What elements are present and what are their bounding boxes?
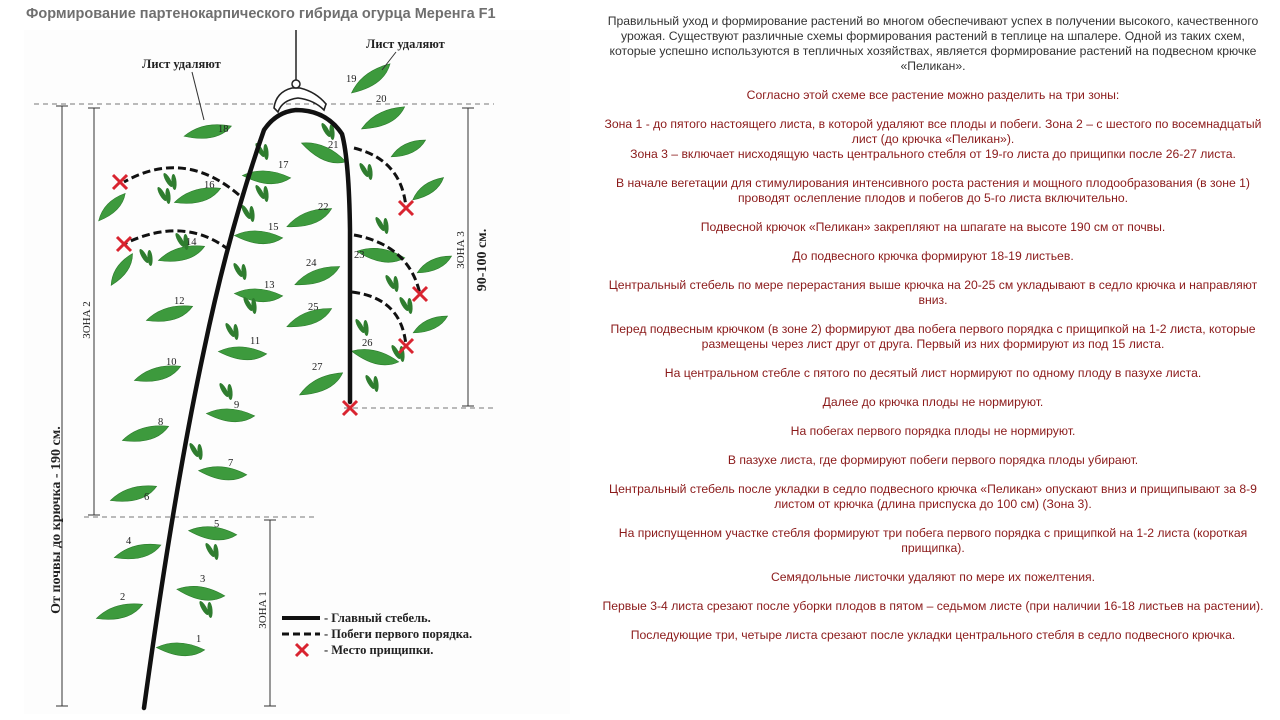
- diagram-panel: [0, 0, 580, 720]
- leaf-removed-label-right: Лист удаляют: [366, 37, 445, 51]
- leaf-number: 8: [158, 417, 164, 428]
- height-label: От почвы до крючка - 190 см.: [49, 426, 64, 614]
- paragraph-lowering: Центральный стебель после укладки в седло подвесного крючка «Пеликан» опускают вниз и прищипывают за 8-9 листом от крючка (длина приспуска до 100 см) (Зона 3).: [609, 482, 1257, 511]
- leaf-number: 23: [354, 250, 365, 261]
- paragraph-fruit-norm: На центральном стебле с пятого по десятый лист нормируют по одному плоду в пазухе листа.: [664, 366, 1202, 380]
- leaf-number: 7: [228, 458, 234, 469]
- leaf-number: 24: [306, 258, 317, 269]
- paragraph-no-norm: Далее до крючка плоды не нормируют.: [822, 395, 1044, 409]
- leaf-number: 16: [204, 180, 215, 191]
- leaf-removed-label-left: Лист удаляют: [142, 57, 221, 71]
- leaf-number: 14: [186, 237, 197, 248]
- leaf-number: 27: [312, 362, 323, 373]
- leaf-number: 22: [318, 202, 329, 213]
- leaf-number: 6: [144, 492, 150, 503]
- paragraph-leaf-count: До подвесного крючка формируют 18-19 листьев.: [792, 249, 1074, 263]
- leaf-number: 4: [126, 536, 132, 547]
- zone3-label: ЗОНА 3: [455, 231, 467, 269]
- leaf-number: 12: [174, 296, 185, 307]
- leaf-number: 9: [234, 400, 240, 411]
- paragraph-zones-1-2: Зона 1 - до пятого настоящего листа, в которой удаляют все плоды и побеги. Зона 2 – с шестого по восемнадцатый лист (до крючка «Пеликан»).: [604, 117, 1262, 146]
- leaf-number: 3: [200, 574, 206, 585]
- paragraph-stem-laying: Центральный стебель по мере перерастания выше крючка на 20-25 см укладывают в седло крючка и направляют вниз.: [608, 278, 1258, 307]
- leaf-number: 13: [264, 280, 275, 291]
- paragraph-zones: [598, 117, 1268, 162]
- zone1-label: ЗОНА 1: [257, 591, 269, 629]
- leaf-number: 20: [376, 94, 387, 105]
- paragraph-shoots-zone2: Перед подвесным крючком (в зоне 2) формируют два побега первого порядка с прищипкой на 1-2 листа, которые размещены через лист друг от друга. Первый из них формируют из под 15 листа.: [610, 322, 1256, 351]
- leaf-number: 25: [308, 302, 319, 313]
- legend-main-stem: - Главный стебель.: [324, 611, 431, 625]
- text-panel: [598, 14, 1268, 657]
- paragraph-remove-fruits: В пазухе листа, где формируют побеги первого порядка плоды убирают.: [727, 453, 1139, 467]
- leaf-number: 5: [214, 519, 220, 530]
- leaf-number: 17: [278, 160, 289, 171]
- leaf-number: 26: [362, 338, 373, 349]
- intro-paragraph: Правильный уход и формирование растений во многом обеспечивают успех в получении высокого, качественного урожая. Существуют различные схемы формирования растений в теплице на шпалере. Одной из таких схем, которые успешно используются в тепличных хозяйствах, является формирование растений на подвесном крючке «Пеликан».: [607, 14, 1259, 73]
- plant-formation-diagram: [24, 30, 570, 714]
- zone2-label: ЗОНА 2: [81, 301, 93, 339]
- zone3-size-label: 90-100 см.: [475, 228, 490, 292]
- legend-pinch: - Место прищипки.: [324, 643, 434, 657]
- diagram-title: Формирование партенокарпического гибрида огурца Меренга F1: [26, 6, 496, 22]
- leaf-number: 2: [120, 592, 126, 603]
- paragraph-blinding: В начале вегетации для стимулирования интенсивного роста растения и мощного плодообразования (в зоне 1) проводят ослепление плодов и побегов до 5-го листа включительно.: [616, 176, 1250, 205]
- leaf-number: 15: [268, 222, 279, 233]
- leaf-number: 21: [328, 140, 339, 151]
- paragraph-next-leaves: Последующие три, четыре листа срезают после укладки центрального стебля в седло подвесного крючка.: [630, 628, 1236, 642]
- leaf-number: 19: [346, 74, 357, 85]
- leaf-number: 1: [196, 634, 202, 645]
- paragraph-first-leaves: Первые 3-4 листа срезают после уборки плодов в пятом – седьмом листе (при наличии 16-18 листьев на растении).: [602, 599, 1264, 613]
- paragraph-hook-height: Подвесной крючок «Пеликан» закрепляют на шпагате на высоте 190 см от почвы.: [700, 220, 1166, 234]
- paragraph-shoots-no-norm: На побегах первого порядка плоды не нормируют.: [790, 424, 1076, 438]
- legend-first-order: - Побеги первого порядка.: [324, 627, 473, 641]
- paragraph-short-pinch: На приспущенном участке стебля формируют три побега первого порядка с прищипкой на 1-2 листа (короткая прищипка).: [618, 526, 1248, 555]
- leaf-number: 18: [218, 124, 229, 135]
- paragraph-zones-intro: Согласно этой схеме все растение можно разделить на три зоны:: [746, 88, 1120, 102]
- paragraph-cotyledons: Семядольные листочки удаляют по мере их пожелтения.: [770, 570, 1096, 584]
- paragraph-zone-3: Зона 3 – включает нисходящую часть центрального стебля от 19-го листа до прищипки после 26-27 листа.: [630, 147, 1236, 161]
- leaf-number: 10: [166, 357, 177, 368]
- leaf-number: 11: [250, 336, 261, 347]
